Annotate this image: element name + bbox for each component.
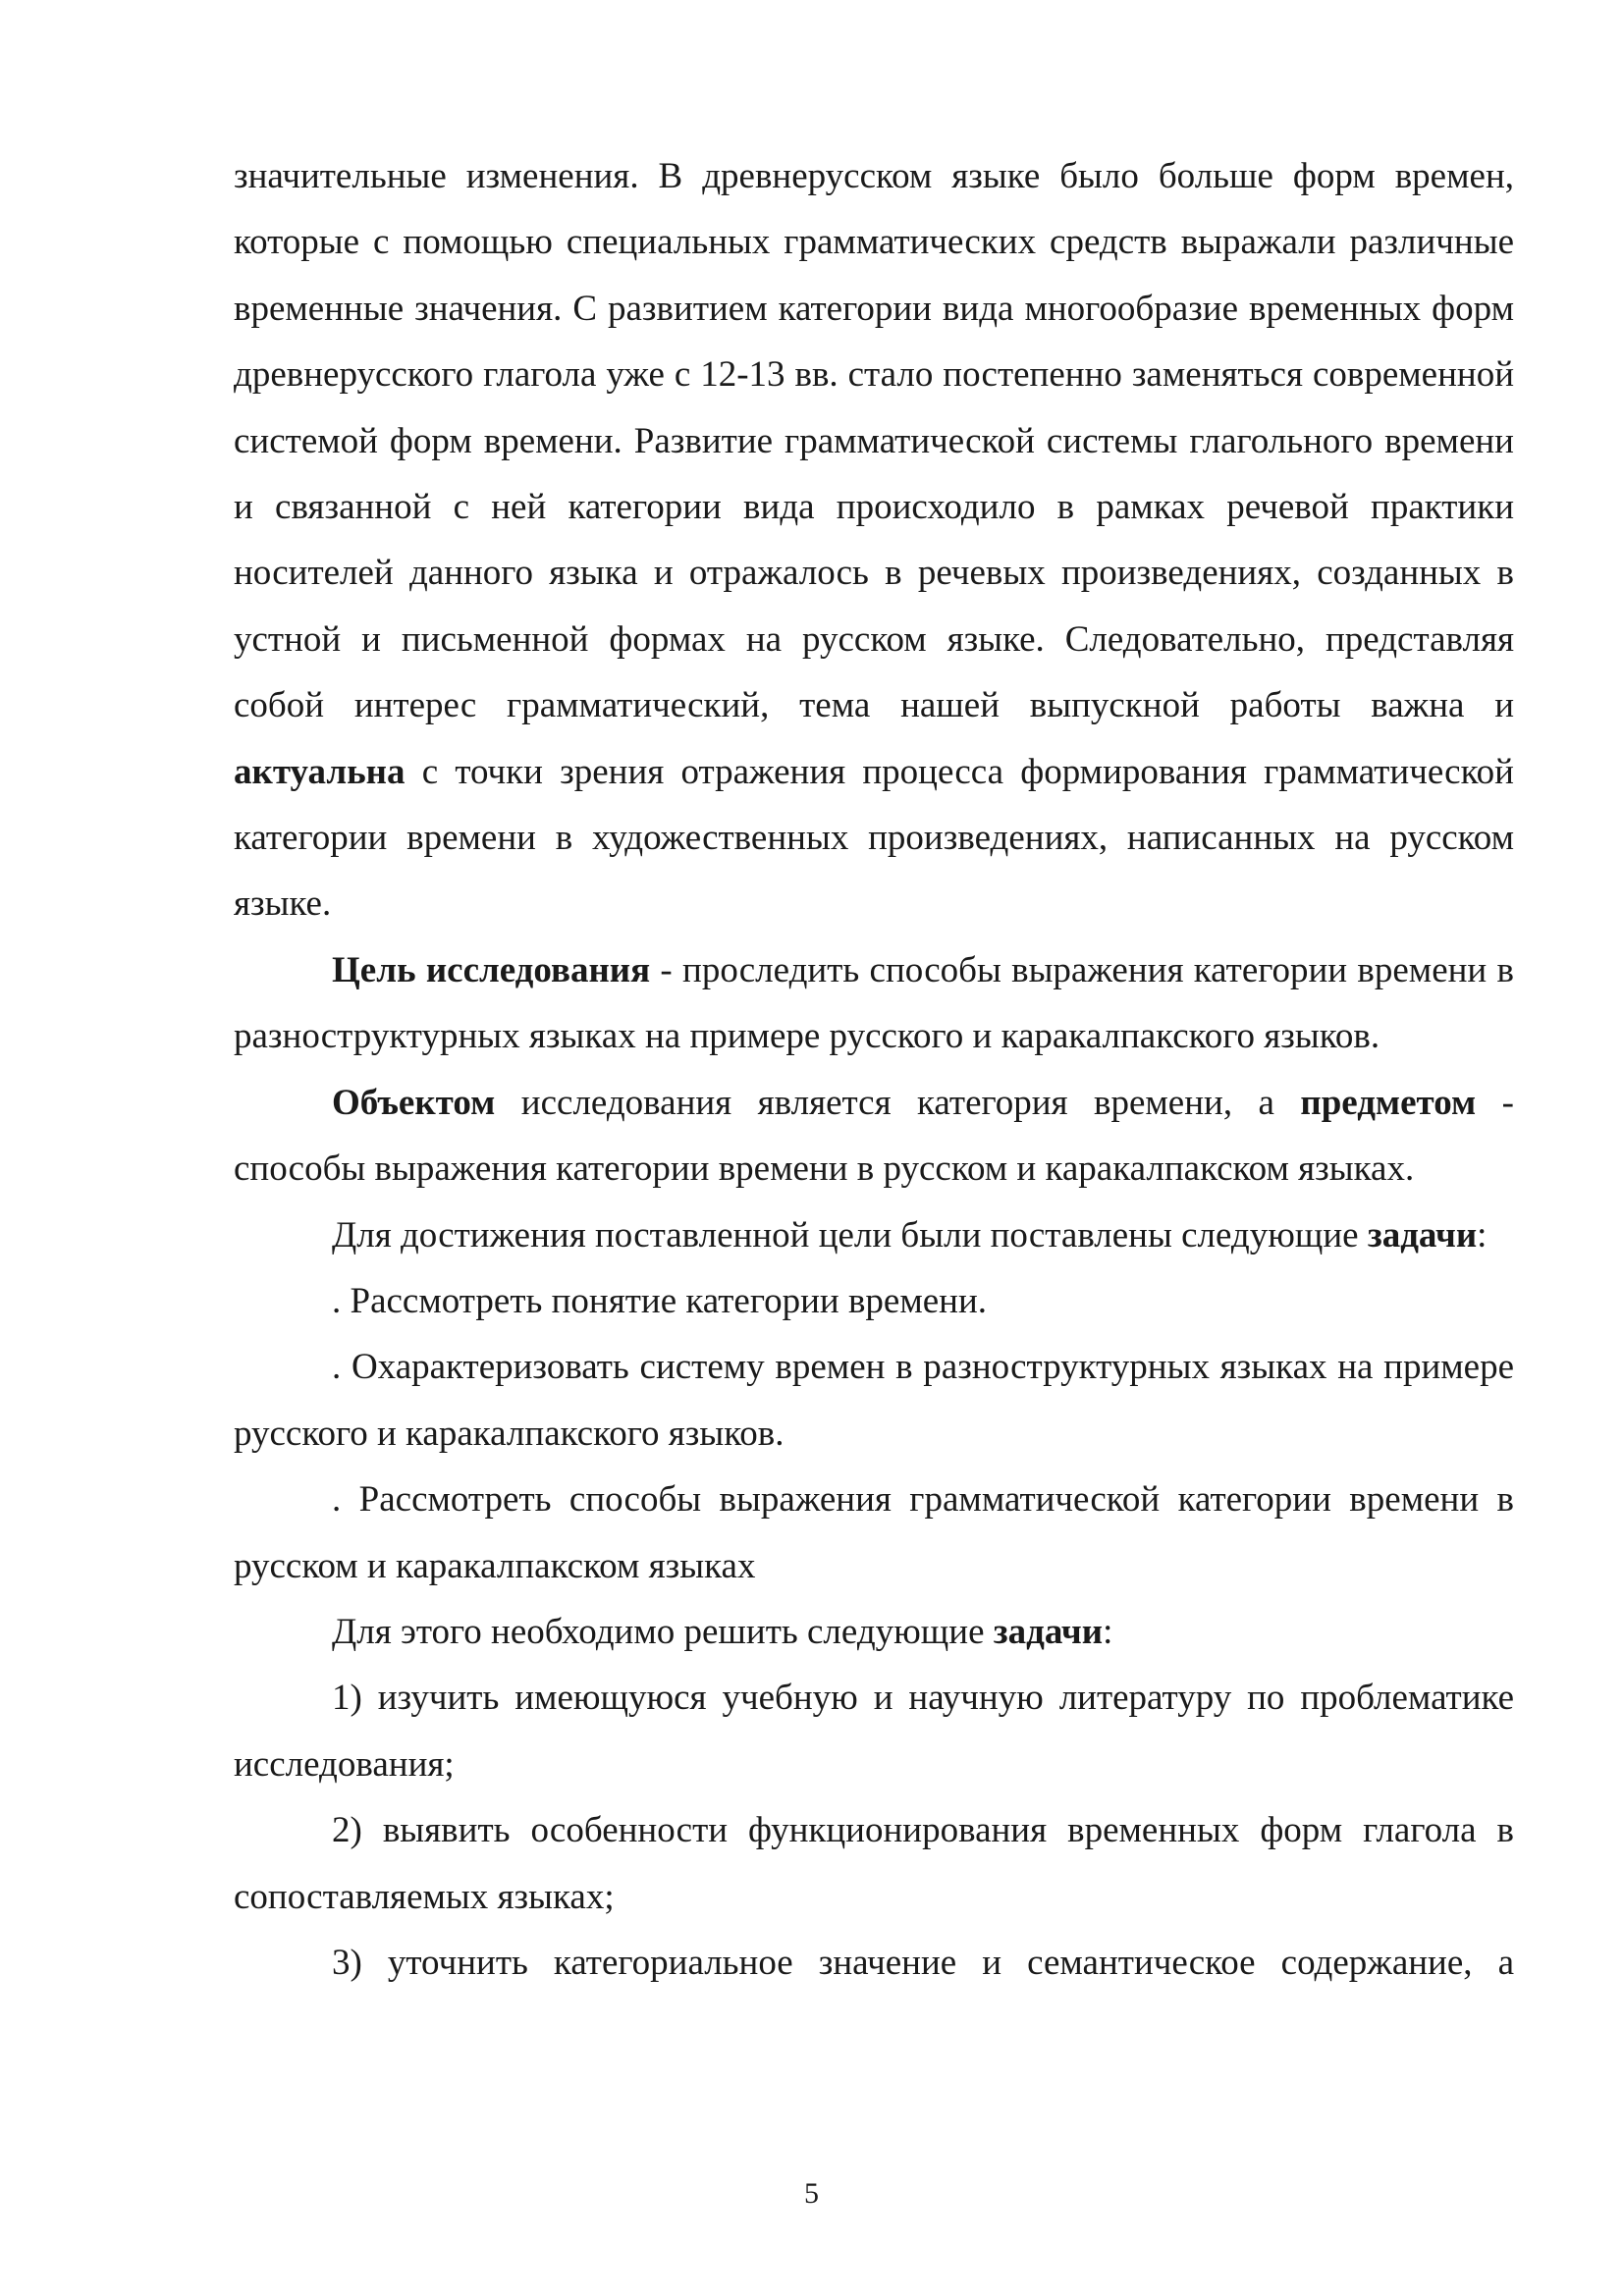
paragraph-object-subject: Объектом исследования является категория времени, а предметом - способы выражения категории времени в русском и каракалпакском языках. <box>234 1082 1514 1190</box>
numbered-task-3: 3) уточнить категориальное значение и семантическое содержание, а <box>332 1942 1514 1983</box>
bold-term-object: Объектом <box>332 1082 496 1123</box>
bold-term-relevance: актуальна <box>234 751 406 792</box>
numbered-task-1: 1) изучить имеющуюся учебную и научную литературу по проблематике исследования; <box>234 1678 1514 1785</box>
body-text <box>234 143 1514 1996</box>
paragraph-tasks-intro-2: Для этого необходимо решить следующие задачи: <box>332 1611 1113 1652</box>
paragraph-tasks-intro: Для достижения поставленной цели были поставлены следующие задачи: <box>332 1214 1488 1255</box>
paragraph-continuation: значительные изменения. В древнерусском языке было больше форм времен, которые с помощью специальных грамматических средств выражали различные временные значения. С развитием категории вида многообразие временных форм древнерусского глагола уже с 12-13 вв. стало постепенно заменяться современной системой форм времени. Развитие грамматической системы глагольного времени и связанной с ней категории вида происходило в рамках речевой практики носителей данного языка и отражалось в речевых произведениях, созданных в устной и письменной формах на русском языке. Следовательно, представляя собой интерес грамматический, тема нашей выпускной работы важна и актуальна с точки зрения отражения процесса формирования грамматической категории времени в художественных произведениях, написанных на русском языке. <box>234 156 1514 925</box>
task-item: . Рассмотреть способы выражения грамматической категории времени в русском и каракалпакском языках <box>234 1479 1514 1586</box>
numbered-task-2: 2) выявить особенности функционирования временных форм глагола в сопоставляемых языках; <box>234 1810 1514 1917</box>
task-item: . Охарактеризовать систему времен в разноструктурных языках на примере русского и каракалпакского языков. <box>234 1347 1514 1454</box>
bold-term-tasks: задачи <box>1367 1214 1478 1255</box>
task-item: . Рассмотреть понятие категории времени. <box>332 1280 988 1321</box>
bold-term-goal: Цель исследования <box>332 949 651 990</box>
page-number: 5 <box>804 2177 819 2210</box>
paragraph-research-goal: Цель исследования - проследить способы выражения категории времени в разноструктурных языках на примере русского и каракалпакского языков. <box>234 949 1514 1057</box>
bold-term-tasks: задачи <box>993 1611 1104 1652</box>
bold-term-subject: предметом <box>1300 1082 1477 1123</box>
